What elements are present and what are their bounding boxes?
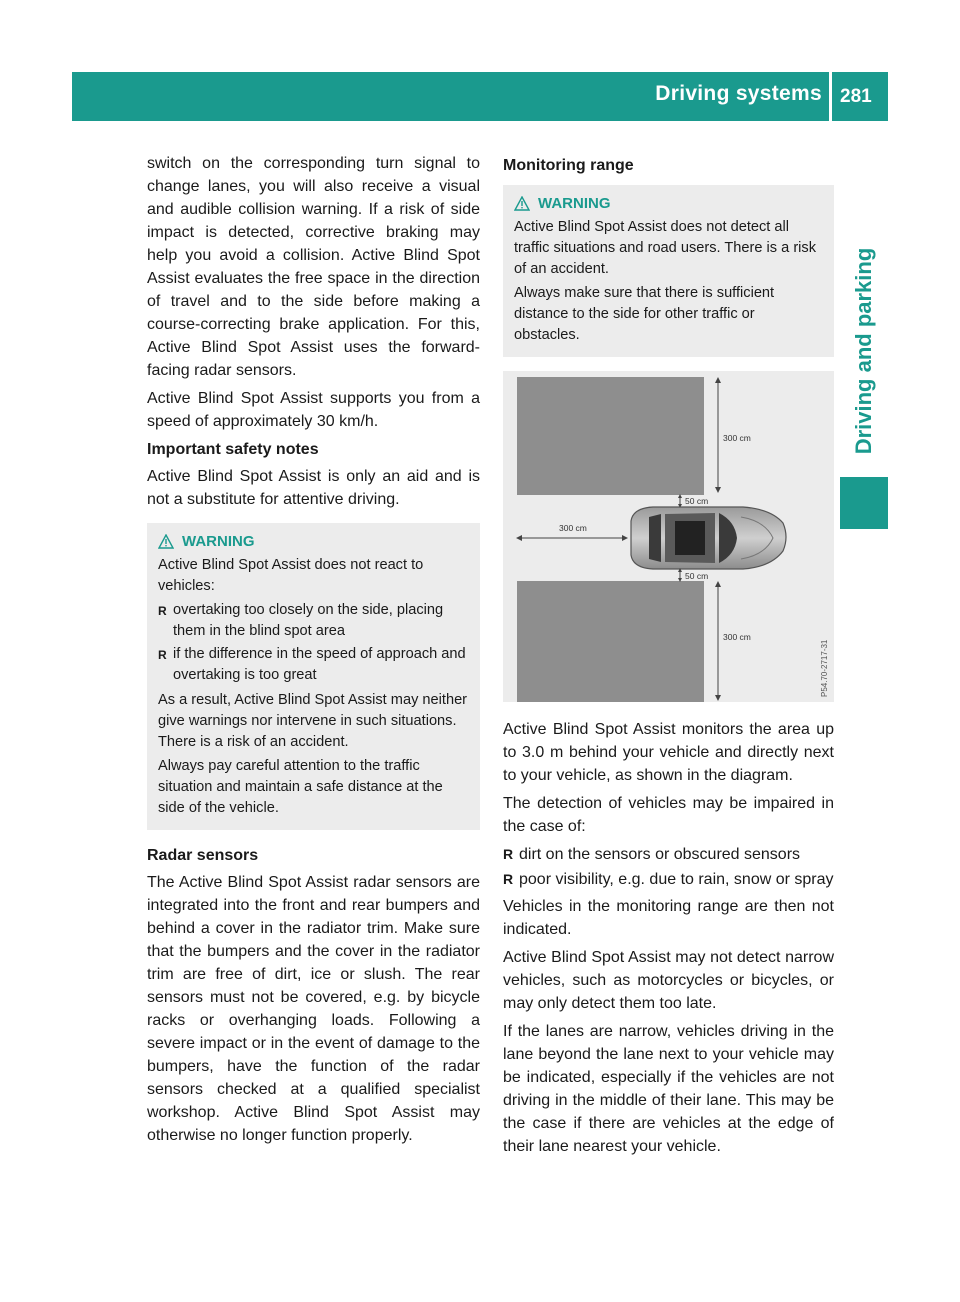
label-rear-length: 300 cm <box>559 523 587 533</box>
left-column <box>147 152 480 1152</box>
warning-title <box>514 193 824 214</box>
monitoring-heading: Monitoring range <box>503 157 634 174</box>
arrow-down-icon <box>715 695 721 701</box>
intro-paragraph: switch on the corresponding turn signal to change lanes, you will also receive a visual and audible collision warning. If a risk of side impact is detected, corrective braking may help you avoid a collision. Active Blind Spot Assist evaluates the free space in the direction of travel and to the side before making a course-correcting brake application. For this, Active Blind Spot Assist uses the forward-facing radar sensors. <box>147 155 480 379</box>
warning-box-detection <box>503 185 834 357</box>
lower-zone <box>517 581 704 702</box>
monitoring-range-diagram <box>503 371 834 702</box>
right-column <box>503 152 834 1163</box>
narrow-vehicles-paragraph: Active Blind Spot Assist may not detect narrow vehicles, such as motorcycles or bicycles, or may only detect them too late. <box>503 949 834 1012</box>
arrow-up-icon <box>715 377 721 383</box>
chapter-tab-label: Driving and parking <box>851 247 876 454</box>
warning-title <box>158 531 470 552</box>
safety-paragraph: Active Blind Spot Assist is only an aid and is not a substitute for attentive driving. <box>147 468 480 508</box>
upper-zone <box>517 377 704 495</box>
warning-box-vehicles <box>147 523 480 830</box>
warning-list <box>158 600 470 686</box>
chapter-tab <box>840 238 888 463</box>
arrow-left-icon <box>516 535 522 541</box>
radar-paragraph: The Active Blind Spot Assist radar sensors are integrated into the front and rear bumpers and behind a cover in the radiator trim. Make sure that the bumpers and the cover in the radiator trim are free of dirt, ice or slush. The rear sensors must not be covered, e.g. by bicycle racks or overhanging loads. Following a severe impact or in the event of damage to the bumpers, have the function of the radar sensors checked at a qualified specialist workshop. Active Blind Spot Assist may otherwise no longer function properly. <box>147 874 480 1144</box>
not-indicated-paragraph: Vehicles in the monitoring range are then not indicated. <box>503 898 834 938</box>
label-top-gap: 50 cm <box>685 496 709 506</box>
warning-advice: Always pay careful attention to the traffic situation and maintain a safe distance at the side of the vehicle. <box>158 758 443 816</box>
impaired-lead: The detection of vehicles may be impaired in the case of: <box>503 795 834 835</box>
warning-triangle-icon <box>158 534 174 549</box>
monitors-paragraph: Active Blind Spot Assist monitors the area up to 3.0 m behind your vehicle and directly next to your vehicle, as shown in the diagram. <box>503 721 834 784</box>
reference-code: P54.70-2717-31 <box>820 639 829 697</box>
page-header <box>72 72 888 121</box>
list-item: R dirt on the sensors or obscured sensors <box>503 843 834 866</box>
warning-lead: Active Blind Spot Assist does not react to vehicles: <box>158 557 424 594</box>
list-item: R poor visibility, e.g. due to rain, snow or spray <box>503 868 834 891</box>
arrow-up-icon <box>715 581 721 587</box>
warning-triangle-icon <box>514 196 530 211</box>
arrow-right-icon <box>622 535 628 541</box>
chapter-marker <box>840 477 888 529</box>
arrow-down-icon <box>715 487 721 493</box>
warning-result: As a result, Active Blind Spot Assist may neither give warnings nor intervene in such situations. There is a risk of an accident. <box>158 692 468 750</box>
page-number: 281 <box>840 86 872 107</box>
impaired-list <box>503 843 834 891</box>
warning-advice: Always make sure that there is sufficient distance to the side for other traffic or obstacles. <box>514 285 775 343</box>
list-item: R overtaking too closely on the side, placing them in the blind spot area <box>158 600 470 642</box>
label-top-length: 300 cm <box>723 433 751 443</box>
warning-lead: Active Blind Spot Assist does not detect all traffic situations and road users. There is a risk of an accident. <box>514 219 817 277</box>
diagram-svg <box>503 371 834 702</box>
label-bottom-length: 300 cm <box>723 632 751 642</box>
header-separator <box>829 72 832 121</box>
narrow-lanes-paragraph: If the lanes are narrow, vehicles driving in the lane beyond the lane next to your vehicle may be indicated, especially if the vehicles are not driving in the middle of their lane. This may be the case if there are vehicles at the edge of their lane nearest your vehicle. <box>503 1023 834 1155</box>
list-item: R if the difference in the speed of approach and overtaking is too great <box>158 644 470 686</box>
safety-heading: Important safety notes <box>147 441 319 458</box>
section-title: Driving systems <box>655 82 822 105</box>
warning-title-text: WARNING <box>538 195 611 212</box>
speed-paragraph: Active Blind Spot Assist supports you from a speed of approximately 30 km/h. <box>147 390 480 430</box>
car-top-view-icon <box>631 507 786 569</box>
warning-title-text: WARNING <box>182 533 255 550</box>
radar-heading: Radar sensors <box>147 847 259 864</box>
label-bottom-gap: 50 cm <box>685 571 709 581</box>
